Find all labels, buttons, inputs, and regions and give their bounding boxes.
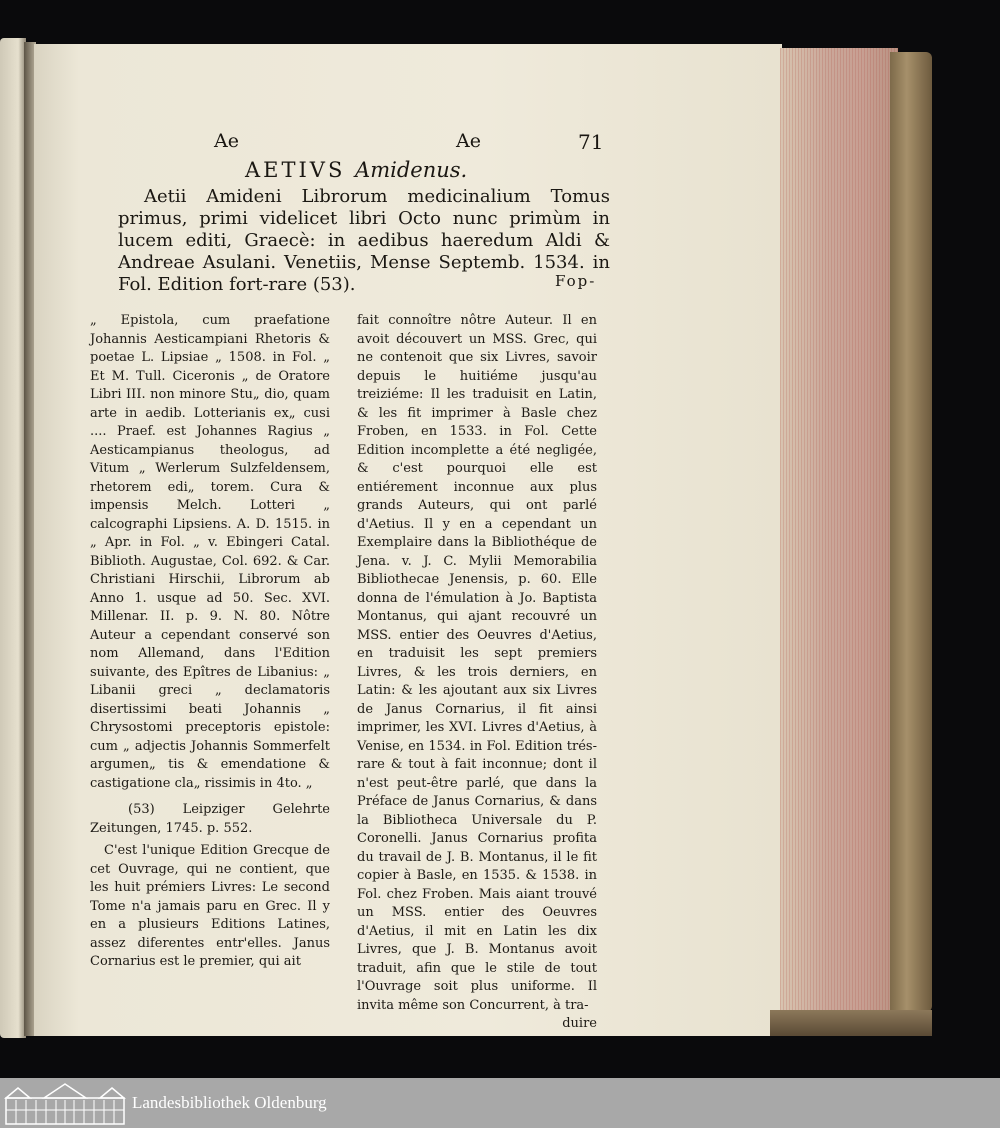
library-building-logo-icon: [4, 1080, 126, 1126]
page-number: 71: [578, 130, 604, 154]
right-catchword: duire: [562, 1016, 597, 1031]
facing-page-edge: [0, 38, 26, 1038]
entry-title-italic: Amidenus.: [355, 158, 468, 182]
left-column: [90, 312, 330, 972]
right-body-paragraph: fait connoître nôtre Auteur. Il en avoit découvert un MSS. Grec, qui ne contenoit que six Livres, savoir depuis le huitiéme jusqu'au treiziéme: Il les traduisit en Latin, & les fit imprimer à Basle chez Froben, en 1533. in Fol. Cette Edition incomplette a été negligée, & c'est pourquoi elle est entiérement inconnue aux plus grands Auteurs, qui ont parlé d'Aetius. Il y en a cependant un Exemplaire dans la Bibliothéque de Jena. v. J. C. Mylii Memorabilia Bibliothecae Jenensis, p. 60. Elle donna de l'émulation à Jo. Baptista Montanus, qui ajant recouvré un MSS. entier des Oeuvres d'Aetius, en traduisit les sept premiers Livres, & les trois derniers, en Latin: & les ajoutant aux six Livres de Janus Cornarius, il fit ainsi imprimer, les XVI. Livres d'Aetius, à Venise, en 1534. in Fol. Edition trés-rare & tout à fait inconnue; dont il n'est peut-être parlé, que dans la Préface de Janus Cornarius, & dans la Bibliotheca Universale du P. Coronelli. Janus Cornarius profita du travail de J. B. Montanus, il le fit copier à Basle, en 1535. & 1538. in Fol. chez Froben. Mais aiant trouvé un MSS. entier des Oeuvres d'Aetius, il mit en Latin les dix Livres, que J. B. Montanus avoit traduit, afin que le stile de tout l'Ouvrage soit plus uniforme. Il invita même son Concurrent, à tra-: [357, 313, 597, 1013]
entry-title-caps: AETIVS: [245, 158, 346, 182]
left-body-paragraph: C'est l'unique Edition Grecque de cet Ouvrage, qui ne contient, que les huit prémiers Livres: Le second Tome n'a jamais paru en Grec. Il y en a plusieurs Editions Latines, assez diferentes entr'elles. Janus Cornarius est le premier, qui ait: [90, 843, 330, 969]
footnote-53: (53) Leipziger Gelehrte Zeitungen, 1745. p. 552.: [90, 802, 330, 836]
library-footer-bar: [0, 1078, 1000, 1128]
header-left: Ae: [214, 130, 239, 152]
header-center: Ae: [456, 130, 481, 152]
right-column: [357, 312, 597, 1034]
left-quote-paragraph: „ Epistola, cum praefatione Johannis Aesticampiani Rhetoris & poetae L. Lipsiae „ 1508. in Fol. „ Et M. Tull. Ciceronis „ de Oratore Libri III. non minore Stu„ dio, quam arte in aedib. Lotterianis ex„ cusi .... Praef. est Johannes Ragius „ Aesticampianus theologus, ad Vitum „ Werlerum Sulzfeldensem, rhetorem edi„ torem. Cura & impensis Melch. Lotteri „ calcographi Lipsiens. A. D. 1515. in „ Apr. in Fol. „ v. Ebingeri Catal. Biblioth. Augustae, Col. 692. & Car. Christiani Hirschii, Librorum ab Anno 1. usque ad 50. Sec. XVI. Millenar. II. p. 9. N. 80. Nôtre Auteur a cependant conservé son nom Allemand, dans l'Edition suivante, des Epîtres de Libanius: „ Libanii greci „ declamatoris disertissimi beati Johannis „ Chrysostomi preceptoris epistole: cum „ adjectis Johannis Sommerfelt argumen„ tis & emendatione & castigatione cla„ rissimis in 4to. „: [90, 313, 330, 791]
entry-title: [245, 158, 467, 182]
entry-description: [118, 186, 610, 296]
book-cover-bottom: [770, 1010, 932, 1036]
page-block-edge: [780, 48, 898, 1036]
entry-description-text: Aetii Amideni Librorum medicinalium Tomus primus, primi videlicet libri Octo nunc primùm in lucem editi, Graecè: in aedibus haeredum Aldi & Andreae Asulani. Venetiis, Mense Septemb. 1534. in Fol. Edition fort-rare (53).: [118, 186, 610, 295]
catchword: Fop-: [555, 272, 597, 290]
library-name: Landesbibliothek Oldenburg: [132, 1093, 327, 1112]
book-cover-edge: [890, 52, 932, 1012]
